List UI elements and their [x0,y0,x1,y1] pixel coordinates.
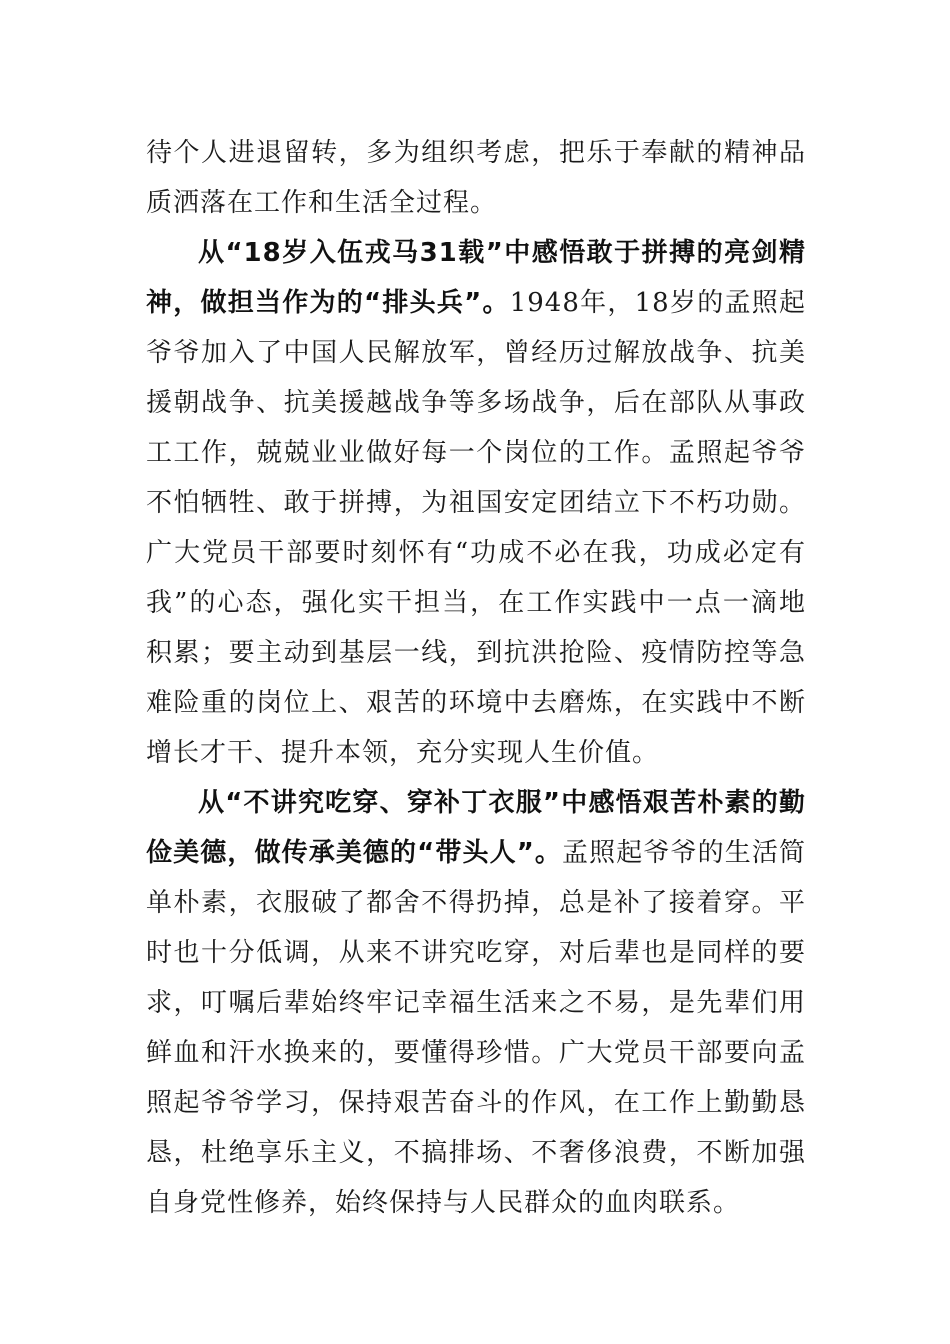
paragraph-continuation [146,128,806,228]
document-body [146,128,806,1228]
paragraph-courage [146,228,806,778]
paragraph-frugality [146,778,806,1228]
paragraph-lead: 从“不讲究吃穿、穿补丁衣服”中感悟艰苦朴素的勤俭美德，做传承美德的“带头人”。 [146,788,806,868]
paragraph-body: 1948年，18岁的孟照起爷爷加入了中国人民解放军，曾经历过解放战争、抗美援朝战争、抗美援越战争等多场战争，后在部队从事政工工作，兢兢业业做好每一个岗位的工作。孟照起爷爷不怕牺牲、敢于拼搏，为祖国安定团结立下不朽功勋。广大党员干部要时刻怀有“功成不必在我，功成必定有我”的心态，强化实干担当，在工作实践中一点一滴地积累；要主动到基层一线，到抗洪抢险、疫情防控等急难险重的岗位上、艰苦的环境中去磨炼，在实践中不断增长才干、提升本领，充分实现人生价值。 [146,288,806,768]
paragraph-body: 待个人进退留转，多为组织考虑，把乐于奉献的精神品质洒落在工作和生活全过程。 [146,138,806,218]
paragraph-lead: 从“18岁入伍戎马31载”中感悟敢于拼搏的亮剑精神，做担当作为的“排头兵”。 [146,238,806,318]
paragraph-body: 孟照起爷爷的生活简单朴素，衣服破了都舍不得扔掉，总是补了接着穿。平时也十分低调，从来不讲究吃穿，对后辈也是同样的要求，叮嘱后辈始终牢记幸福生活来之不易，是先辈们用鲜血和汗水换来的，要懂得珍惜。广大党员干部要向孟照起爷爷学习，保持艰苦奋斗的作风，在工作上勤勤恳恳，杜绝享乐主义，不搞排场、不奢侈浪费，不断加强自身党性修养，始终保持与人民群众的血肉联系。 [146,838,806,1218]
